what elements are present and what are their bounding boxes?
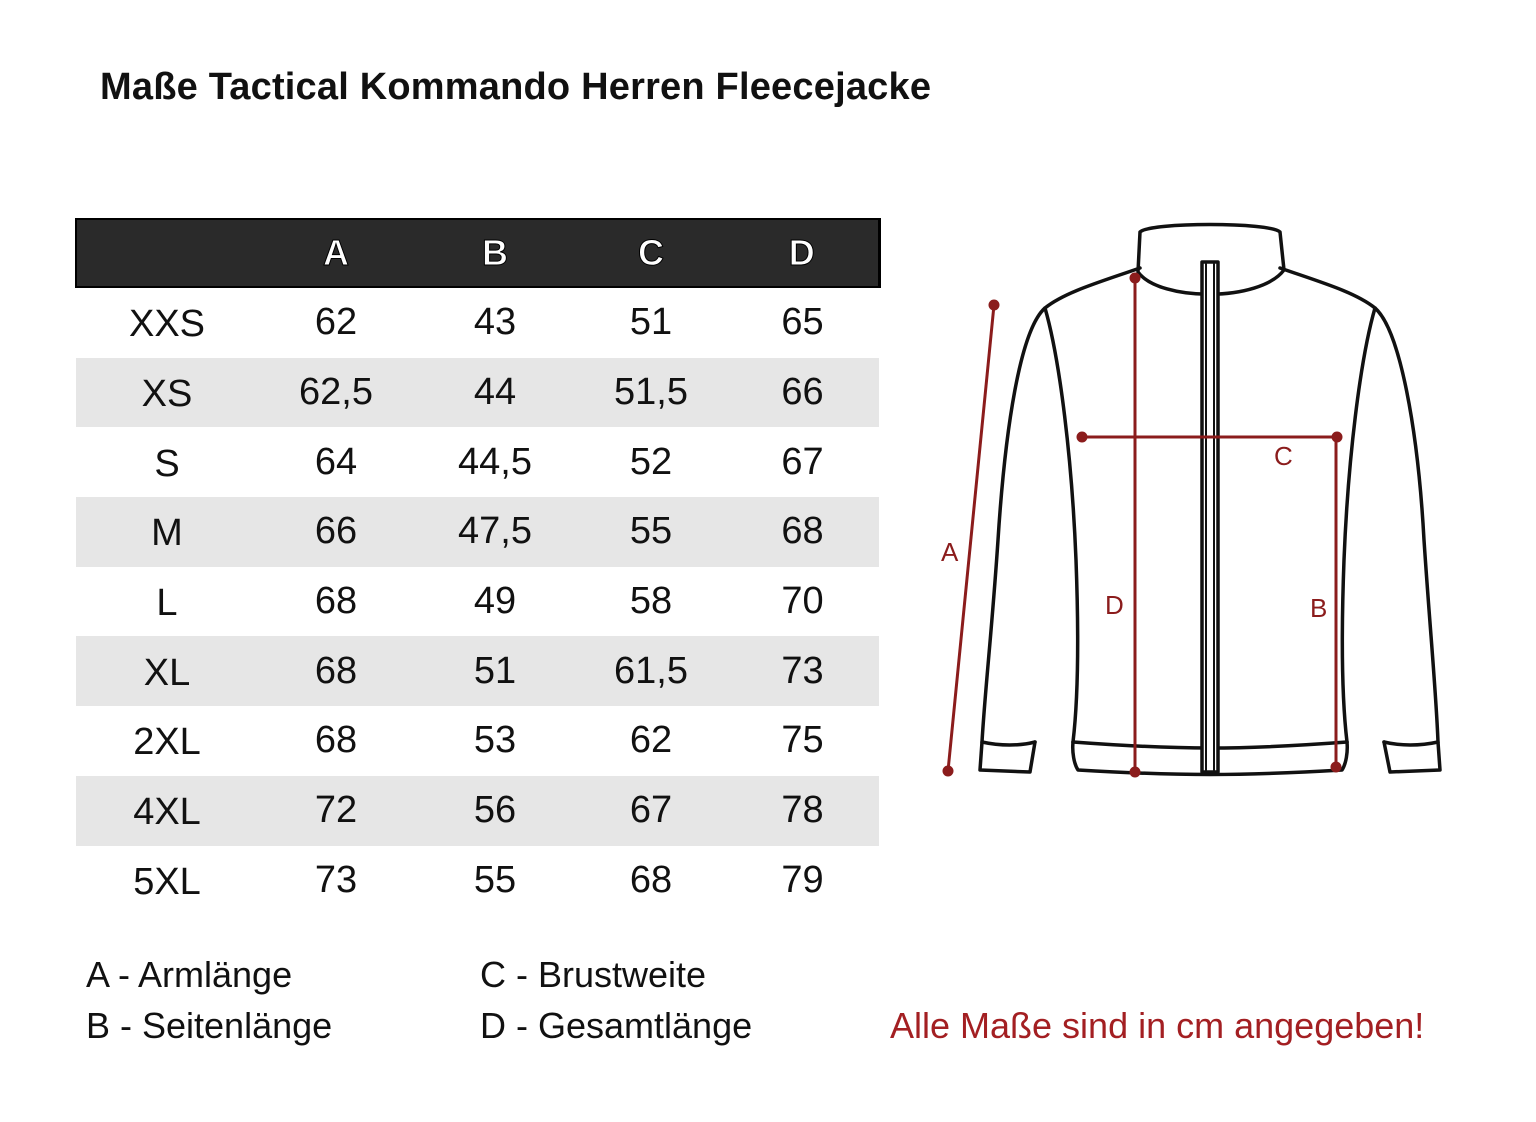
header-d: D [726,219,879,287]
legend-a: A - Armlänge [86,954,293,995]
units-note: Alle Maße sind in cm angegeben! [890,1005,1425,1046]
cell-c: 51 [629,301,673,344]
legend-c: C - Brustweite [480,954,707,995]
label-d: D [1105,590,1124,620]
cell-b: 51 [414,636,576,706]
cell-c: 55 [576,497,726,567]
size-label: XL [76,636,258,706]
header-c: C [576,219,726,287]
measure-a-end [944,767,952,775]
size-label: 2XL [133,721,201,764]
cell-c: 61,5 [576,636,726,706]
size-label: S [154,442,180,485]
cell-d: 79 [781,858,824,901]
table-row [76,427,879,497]
size-label: L [156,582,178,625]
cell-c: 52 [629,440,673,483]
cell-c: 68 [629,858,673,901]
cell-d: 78 [726,776,879,846]
legend-b: B - Seitenlänge [86,1005,333,1046]
cell-a: 66 [258,497,414,567]
cell-d: 70 [781,580,824,623]
cell-d: 73 [726,636,879,706]
cell-b: 56 [414,776,576,846]
measure-c-start [1078,433,1086,441]
size-label: 5XL [133,860,201,903]
jacket-outline [980,225,1440,775]
cell-d: 67 [781,440,824,483]
cell-b: 44,5 [458,440,532,483]
cell-d: 68 [726,497,879,567]
size-label: 4XL [76,776,258,846]
size-label: XS [76,358,258,428]
jacket-diagram [930,215,1490,815]
cell-c: 67 [576,776,726,846]
label-a: A [941,537,959,567]
cell-a: 62 [314,301,358,344]
cell-b: 49 [473,580,517,623]
measurement-lines [944,274,1341,776]
cell-b: 43 [473,301,517,344]
cell-a: 68 [314,719,358,762]
table-row [76,497,879,567]
label-c: C [1274,441,1293,471]
header-a: A [258,219,414,287]
cell-a: 72 [258,776,414,846]
cell-b: 55 [473,858,517,901]
header-b: B [414,219,576,287]
table-row [76,636,879,706]
table-row [76,846,879,916]
measure-a-start [990,301,998,309]
table-row [76,358,879,428]
cell-b: 44 [414,358,576,428]
cell-a: 64 [314,440,358,483]
cell-d: 75 [781,719,824,762]
header-size [76,219,258,287]
cell-b: 53 [473,719,517,762]
table-row [76,776,879,846]
size-label: M [76,497,258,567]
legend-d: D - Gesamtlänge [480,1005,753,1046]
cell-a: 62,5 [258,358,414,428]
cell-c: 62 [629,719,673,762]
measure-d-end [1131,768,1139,776]
table-header-row [76,219,879,287]
table-row [76,706,879,776]
cell-d: 65 [781,301,824,344]
size-label: XXS [128,303,206,346]
cell-a: 73 [314,858,358,901]
cell-c: 58 [629,580,673,623]
table-row [76,567,879,637]
cell-a: 68 [258,636,414,706]
label-b: B [1310,593,1328,623]
cell-a: 68 [314,580,358,623]
cell-c: 51,5 [576,358,726,428]
cell-b: 47,5 [414,497,576,567]
page-title: Maße Tactical Kommando Herren Fleecejacke [100,66,932,108]
measure-d-start [1131,274,1139,282]
table-row [76,287,879,358]
cell-d: 66 [726,358,879,428]
size-table [75,218,881,915]
measure-b-end [1332,763,1340,771]
